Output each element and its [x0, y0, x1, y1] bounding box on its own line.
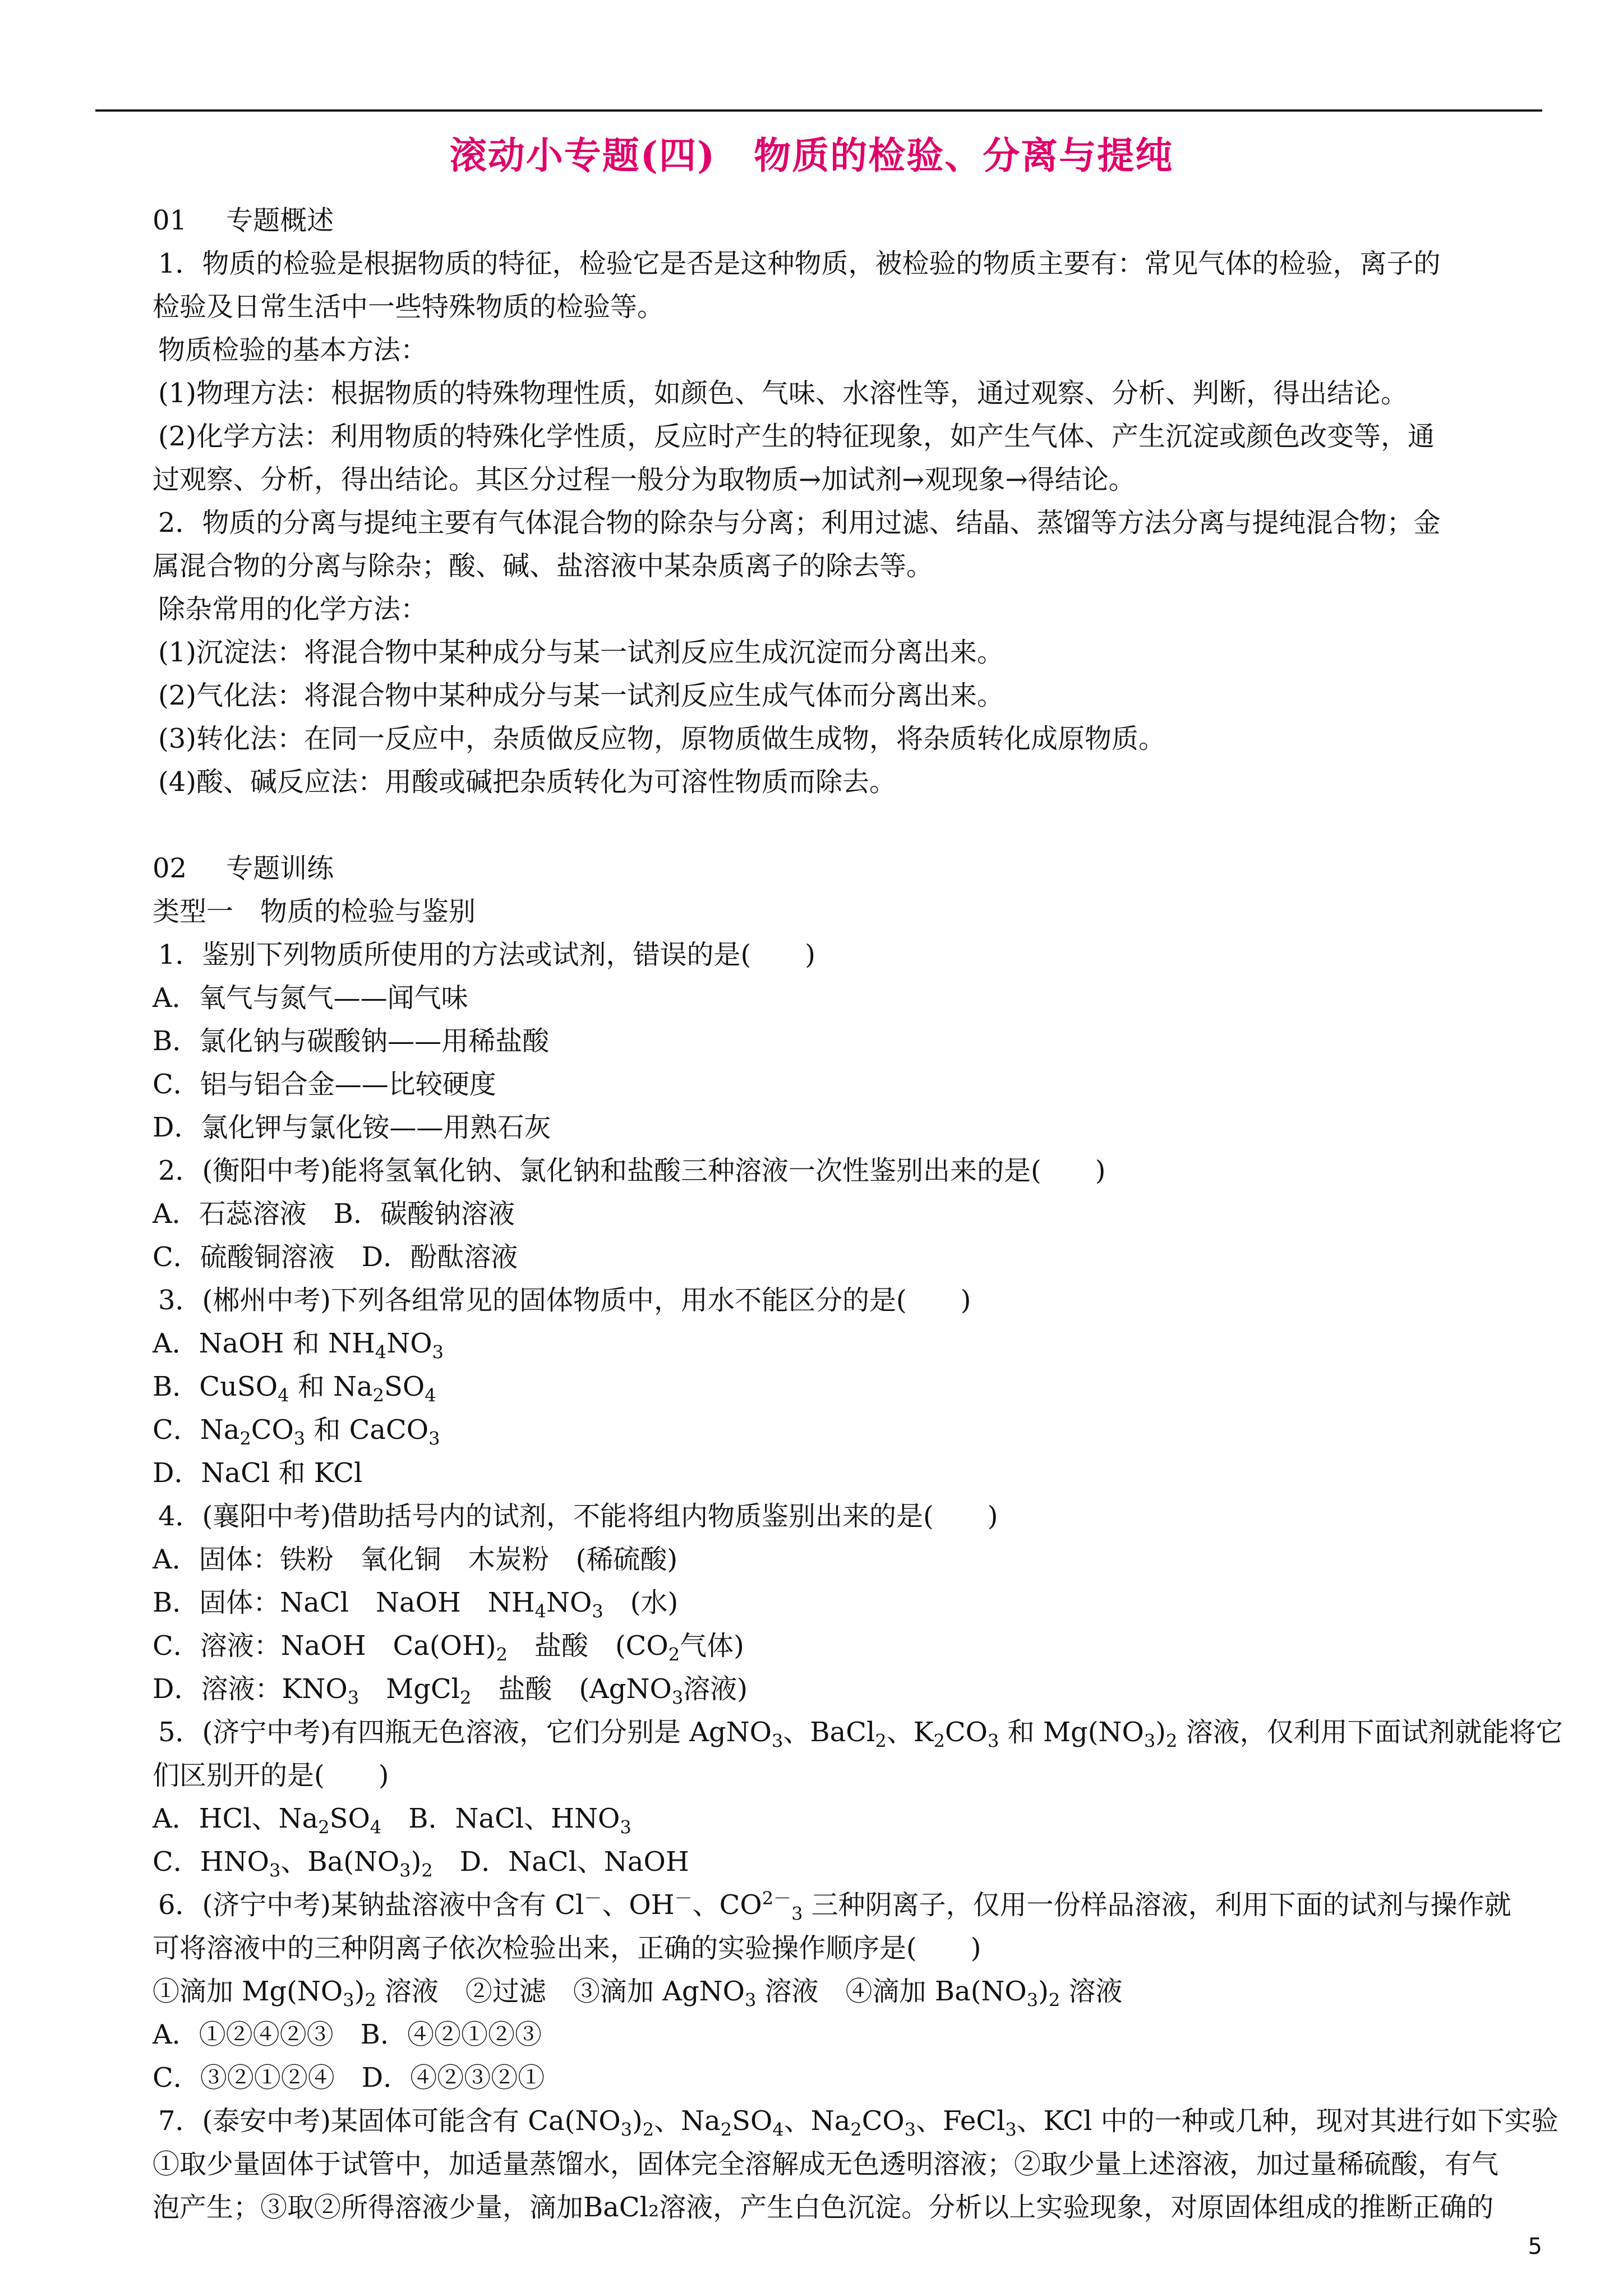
option: A．石蕊溶液 B．碳酸钠溶液 — [153, 1198, 515, 1230]
option: B．CuSO$_4$ 和 $Na_2SO_4$ — [153, 1371, 436, 1406]
paragraph: (2)气化法：将混合物中某种成分与某一试剂反应生成气体而分离出来。 — [158, 680, 1004, 711]
paragraph: 物质检验的基本方法： — [158, 334, 428, 366]
question-5: 5．(济宁中考)有四瓶无色溶液，它们分别是 AgNO$_3$、BaCl$_2$、$K_2CO_3$ 和 $Mg(NO_3)_2$ 溶液，仅利用下面试剂就能将它 — [158, 1717, 1563, 1752]
section-heading-training: 02 专题训练 — [153, 853, 334, 884]
question-7-cont: ①取少量固体于试管中，加适量蒸馏水，固体完全溶解成无色透明溶液；②取少量上述溶液，加过量稀硫酸，有气 — [153, 2148, 1499, 2180]
paragraph: (3)转化法：在同一反应中，杂质做反应物，原物质做生成物，将杂质转化成原物质。 — [158, 723, 1165, 754]
steps: ①滴加 $Mg(NO_3)_2$ 溶液 ②过滤 ③滴加 AgNO$_3$ 溶液 ④滴加 $Ba(NO_3)_2$ 溶液 — [153, 1976, 1123, 2011]
top-rule — [95, 109, 1542, 112]
question-6-cont: 可将溶液中的三种阴离子依次检验出来，正确的实验操作顺序是( ) — [153, 1932, 981, 1964]
paragraph: 1．物质的检验是根据物质的特征，检验它是否是这种物质，被检验的物质主要有：常见气体的检验，离子的 — [158, 248, 1441, 279]
paragraph: (1)沉淀法：将混合物中某种成分与某一试剂反应生成沉淀而分离出来。 — [158, 637, 1004, 668]
paragraph: 检验及日常生活中一些特殊物质的检验等。 — [153, 291, 665, 323]
question-6: 6．(济宁中考)某钠盐溶液中含有 Cl－、OH－、$CO^{2-}_3$ 三种阴离子，仅用一份样品溶液，利用下面的试剂与操作就 — [158, 1888, 1511, 1925]
option: C．$Na_2CO_3$ 和 CaCO$_3$ — [153, 1414, 440, 1450]
option: C．溶液：NaOH $Ca(OH)_2$ 盐酸 ($CO_2$气体) — [153, 1630, 744, 1665]
paragraph: (1)物理方法：根据物质的特殊物理性质，如颜色、气味、水溶性等，通过观察、分析、判断，得出结论。 — [158, 378, 1408, 409]
paragraph: (2)化学方法：利用物质的特殊化学性质，反应时产生的特征现象，如产生气体、产生沉淀或颜色改变等，通 — [158, 421, 1435, 452]
option: C．③②①②④ D．④②③②① — [153, 2062, 545, 2093]
option: D．NaCl 和 KCl — [153, 1457, 363, 1489]
paragraph: 除杂常用的化学方法： — [158, 593, 428, 625]
page-number: 5 — [1528, 2234, 1542, 2260]
option: C．$HNO_3$、$Ba(NO_3)_2$ D．NaCl、NaOH — [153, 1846, 689, 1881]
question-4: 4．(襄阳中考)借助括号内的试剂，不能将组内物质鉴别出来的是( ) — [158, 1501, 998, 1532]
question-3: 3．(郴州中考)下列各组常见的固体物质中，用水不能区分的是( ) — [158, 1285, 971, 1316]
type-heading: 类型一 物质的检验与鉴别 — [153, 896, 476, 927]
option: A．氧气与氮气——闻气味 — [153, 982, 468, 1014]
question-7: 7．(泰安中考)某固体可能含有 $Ca(NO_3)_2$、$Na_2SO_4$、$Na_2CO_3$、FeCl$_3$、KCl 中的一种或几种，现对其进行如下实验 — [158, 2105, 1559, 2141]
option: B．氯化钠与碳酸钠——用稀盐酸 — [153, 1025, 550, 1057]
question-2: 2．(衡阳中考)能将氢氧化钠、氯化钠和盐酸三种溶液一次性鉴别出来的是( ) — [158, 1155, 1106, 1186]
document-body — [153, 199, 1563, 2229]
paragraph: 过观察、分析，得出结论。其区分过程一般分为取物质→加试剂→观现象→得结论。 — [153, 464, 1136, 495]
option: B．固体：NaCl NaOH $NH_4NO_3$ (水) — [153, 1587, 679, 1622]
option: A．HCl、$Na_2SO_4$ B．NaCl、$HNO_3$ — [153, 1803, 631, 1838]
option: A．固体：铁粉 氧化铜 木炭粉 (稀硫酸) — [153, 1544, 678, 1575]
option: D．溶液：$KNO_3$ MgCl$_2$ 盐酸 (AgNO$_3$溶液) — [153, 1673, 748, 1709]
section-heading-overview: 01 专题概述 — [153, 205, 334, 236]
question-7-cont: 泡产生；③取②所得溶液少量，滴加BaCl₂溶液，产生白色沉淀。分析以上实验现象，对原固体组成的推断正确的 — [153, 2192, 1494, 2223]
question-5-cont: 们区别开的是( ) — [153, 1760, 389, 1791]
option: C．硫酸铜溶液 D．酚酞溶液 — [153, 1241, 518, 1273]
option: D．氯化钾与氯化铵——用熟石灰 — [153, 1112, 551, 1143]
option: A．NaOH 和 $NH_4NO_3$ — [153, 1328, 444, 1363]
question-1: 1．鉴别下列物质所使用的方法或试剂，错误的是( ) — [158, 939, 815, 970]
paragraph: 属混合物的分离与除杂；酸、碱、盐溶液中某杂质离子的除去等。 — [153, 550, 934, 582]
paragraph: 2．物质的分离与提纯主要有气体混合物的除杂与分离；利用过滤、结晶、蒸馏等方法分离与提纯混合物；金 — [158, 507, 1441, 539]
option: A．①②④②③ B．④②①②③ — [153, 2019, 542, 2050]
paragraph: (4)酸、碱反应法：用酸或碱把杂质转化为可溶性物质而除去。 — [158, 766, 896, 798]
page-title: 滚动小专题(四) 物质的检验、分离与提纯 — [449, 134, 1174, 177]
option: C．铝与铝合金——比较硬度 — [153, 1069, 496, 1100]
